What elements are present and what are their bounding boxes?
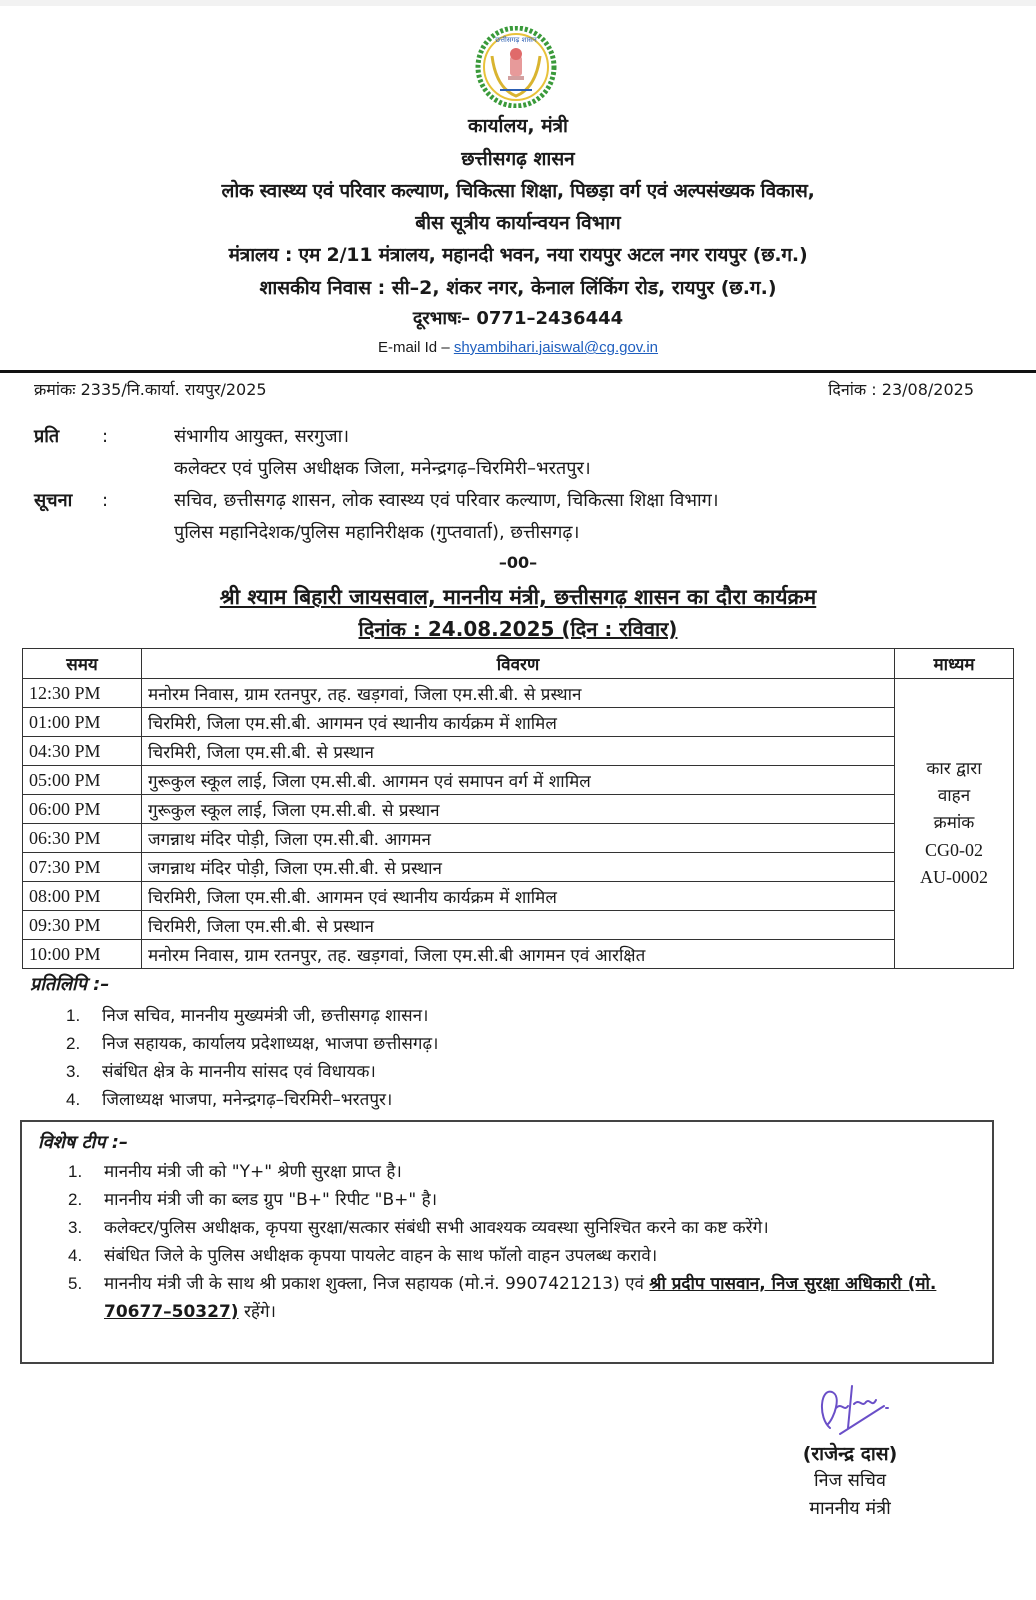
schedule-header-row [23,649,1014,679]
section-separator: –00– [498,553,538,572]
row-time: 09:30 PM [23,911,142,940]
table-row [23,737,1014,766]
to-colon: : [102,426,109,447]
department-line-2: बीस सूत्रीय कार्यान्वयन विभाग [415,212,621,234]
row-details: मनोरम निवास, ग्राम रतनपुर, तह. खड़गवां, जिला एम.सी.बी आगमन एवं आरक्षित [142,940,895,969]
security-officer-contact: श्री प्रदीप पासवान, निज सुरक्षा अधिकारी (मो. 70677–50327) [104,1274,937,1322]
email-link[interactable]: shyambihari.jaiswal@cg.gov.in [453,339,659,356]
chhattisgarh-government-emblem-icon [470,26,562,108]
list-item: 4. संबंधित जिले के पुलिस अधीक्षक कृपया पायलेट वाहन के साथ फॉलो वाहन उपलब्ध करावे। [68,1246,658,1266]
header-details: विवरण [142,649,895,679]
email-line [0,339,1036,356]
row-details: चिरमिरी, जिला एम.सी.बी. से प्रस्थान [142,737,895,766]
schedule-table [22,648,1014,969]
travel-mode [895,679,1014,969]
residence-address: शासकीय निवास : सी–2, शंकर नगर, केनाल लिंकिंग रोड, रायपुर (छ.ग.) [259,277,777,299]
table-row [23,911,1014,940]
row-details: जगन्नाथ मंदिर पोड़ी, जिला एम.सी.बी. से प्रस्थान [142,853,895,882]
departments-line: लोक स्वास्थ्य एवं परिवार कल्याण, चिकित्सा शिक्षा, पिछड़ा वर्ग एवं अल्पसंख्यक विकास, [221,180,815,202]
list-item: 2. निज सहायक, कार्यालय प्रदेशाध्यक्ष, भाजपा छत्तीसगढ़। [66,1034,439,1054]
row-details: चिरमिरी, जिला एम.सी.बी. आगमन एवं स्थानीय कार्यक्रम में शामिल [142,882,895,911]
government-name: छत्तीसगढ़ शासन [461,148,575,170]
special-notes-heading: विशेष टीप :– [38,1132,129,1153]
addressee-info-2 [34,520,579,544]
program-title [0,583,1036,611]
addressee-info-1 [34,488,719,512]
table-row [23,882,1014,911]
row-details: जगन्नाथ मंदिर पोड़ी, जिला एम.सी.बी. आगमन [142,824,895,853]
row-time: 08:00 PM [23,882,142,911]
info-label: सूचना [34,490,73,511]
header-mode: माध्यम [895,649,1014,679]
special-notes-list [68,1158,980,1326]
mode-line: कार द्वारा [926,759,982,779]
list-item: 1. निज सचिव, माननीय मुख्यमंत्री जी, छत्तीसगढ़ शासन। [66,1006,429,1026]
addressee-to-1 [34,424,349,448]
signatory-name: (राजेन्द्र दास) [802,1443,898,1465]
program-title-text: श्री श्याम बिहारी जायसवाल, माननीय मंत्री, छत्तीसगढ़ शासन का दौरा कार्यक्रम [219,585,817,609]
reference-date: दिनांक : 23/08/2025 [828,380,974,399]
row-details: चिरमिरी, जिला एम.सी.बी. आगमन एवं स्थानीय कार्यक्रम में शामिल [142,708,895,737]
list-item: 3. संबंधित क्षेत्र के माननीय सांसद एवं विधायक। [66,1062,376,1082]
emblem-text: छत्तीसगढ़ शासन [495,36,537,44]
to-line: संभागीय आयुक्त, सरगुजा। [174,426,350,447]
special-notes-box [20,1120,994,1364]
info-colon: : [102,490,109,511]
row-time: 04:30 PM [23,737,142,766]
copy-to-heading: प्रतिलिपि :– [30,974,110,995]
ministry-address: मंत्रालय : एम 2/11 मंत्रालय, महानदी भवन, नया रायपुर अटल नगर रायपुर (छ.ग.) [228,244,808,266]
office-title: कार्यालय, मंत्री [468,115,568,137]
signatory-office: माननीय मंत्री [809,1498,891,1519]
addressee-to-2 [34,456,591,480]
list-item: 5. माननीय मंत्री जी के साथ श्री प्रकाश शुक्ला, निज सहायक (मो.नं. 9907421213) एवं श्री प्रदीप पासवान, निज सुरक्षा अधिकारी (मो. 70677–50327) रहेंगे। [68,1274,937,1322]
top-edge [0,0,1036,6]
program-date-text: दिनांक : 24.08.2025 (दिन : रविवार) [358,617,678,641]
header-time: समय [23,649,142,679]
phone-number: दूरभाषः– 0771–2436444 [412,308,624,329]
row-time: 07:30 PM [23,853,142,882]
list-item: 3. कलेक्टर/पुलिस अधीक्षक, कृपया सुरक्षा/सत्कार संबंधी सभी आवश्यक व्यवस्था सुनिश्चित करने का कष्ट करेंगे। [68,1218,769,1238]
list-item: 4. जिलाध्यक्ष भाजपा, मनेन्द्रगढ़–चिरमिरी–भरतपुर। [66,1090,393,1110]
mode-line: वाहन [937,786,971,806]
row-time: 10:00 PM [23,940,142,969]
info-line: पुलिस महानिदेशक/पुलिस महानिरीक्षक (गुप्तवार्ता), छत्तीसगढ़। [174,522,580,543]
to-label: प्रति [34,426,60,447]
table-row [23,679,1014,708]
info-line: सचिव, छत्तीसगढ़ शासन, लोक स्वास्थ्य एवं परिवार कल्याण, चिकित्सा शिक्षा विभाग। [174,490,719,511]
table-row [23,940,1014,969]
handwritten-signature-icon [800,1378,930,1438]
signatory-designation: निज सचिव [814,1470,886,1491]
list-item: 1. माननीय मंत्री जी को "Y+" श्रेणी सुरक्षा प्राप्त है। [68,1162,402,1182]
program-date [0,615,1036,642]
to-line: कलेक्टर एवं पुलिस अधीक्षक जिला, मनेन्द्रगढ़–चिरमिरी–भरतपुर। [174,458,591,479]
row-details: गुरूकुल स्कूल लाई, जिला एम.सी.बी. आगमन एवं समापन वर्ग में शामिल [142,766,895,795]
table-row [23,824,1014,853]
mode-line: क्रमांक [933,813,975,833]
table-row [23,795,1014,824]
row-time: 06:30 PM [23,824,142,853]
reference-number: क्रमांकः 2335/नि.कार्या. रायपुर/2025 [34,380,267,399]
table-row [23,766,1014,795]
row-time: 06:00 PM [23,795,142,824]
row-details: गुरूकुल स्कूल लाई, जिला एम.सी.बी. से प्रस्थान [142,795,895,824]
row-time: 01:00 PM [23,708,142,737]
copy-to-list [66,1002,439,1114]
vehicle-number: CG0-02 [925,840,983,860]
row-details: मनोरम निवास, ग्राम रतनपुर, तह. खड़गवां, जिला एम.सी.बी. से प्रस्थान [142,679,895,708]
email-label: E-mail Id – [377,339,454,356]
list-item: 2. माननीय मंत्री जी का ब्लड ग्रुप "B+" रिपीट "B+" है। [68,1190,438,1210]
table-row [23,853,1014,882]
row-time: 12:30 PM [23,679,142,708]
table-row [23,708,1014,737]
row-details: चिरमिरी, जिला एम.सी.बी. से प्रस्थान [142,911,895,940]
header-divider [0,370,1036,373]
vehicle-number: AU-0002 [920,867,988,887]
row-time: 05:00 PM [23,766,142,795]
